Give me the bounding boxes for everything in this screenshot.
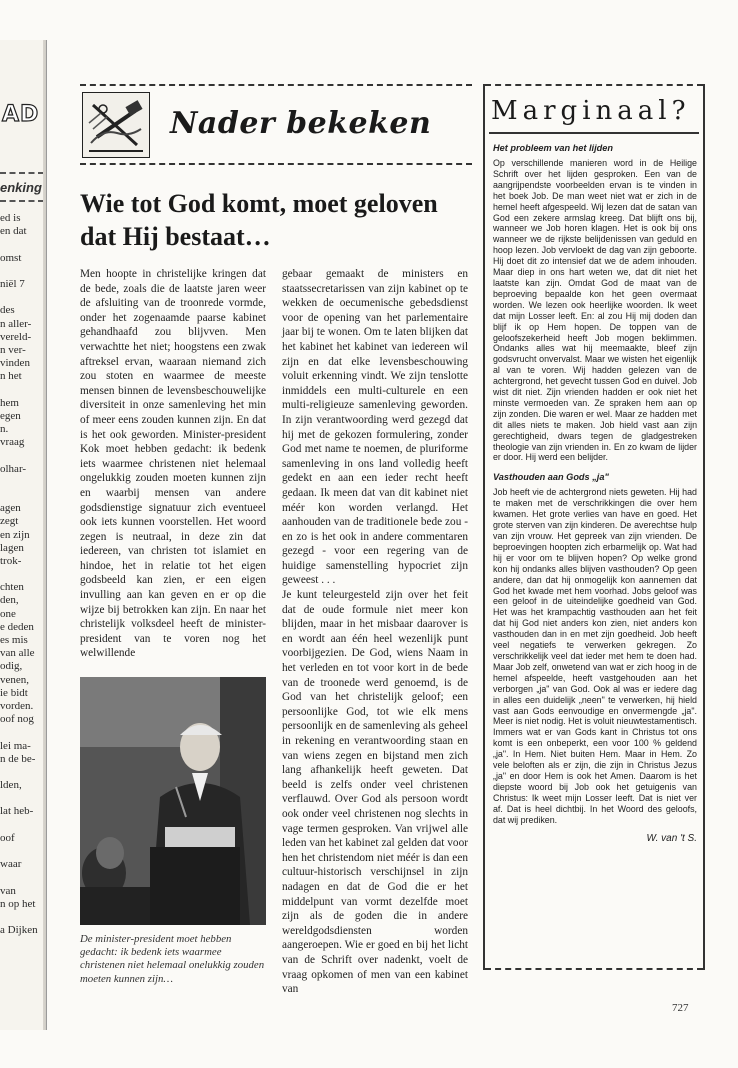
- sidebar-subheading: Vasthouden aan Gods „ja": [493, 472, 609, 483]
- previous-page-line: n de be-: [0, 752, 36, 765]
- previous-page-line: [0, 766, 44, 779]
- previous-page-line: oof nog: [0, 713, 34, 726]
- sidebar-bottom-rule: [485, 968, 703, 970]
- previous-page-line: en zijn: [0, 528, 30, 541]
- previous-page-line: [0, 383, 44, 396]
- previous-page-subtitle: enking: [0, 180, 42, 195]
- article-columns: [80, 267, 472, 996]
- previous-page-line: lei ma-: [0, 739, 31, 752]
- article-paragraph: Men hoopte in christelijke kringen dat de bede, zoals die de laatste jaren weer de afsluiting van de troonrede vormde, onder het zogenaamde paarse kabinet gehandhaafd zou blijvven. Men verwachtte het niet; hoogstens een zwak aftreksel ervan, waaraan niemand zich zou stoten en waarmee de meeste mensen binnen de levensbeschouwelijke diversiteit in onze samenleving het min of meer eens zouden kunnen zijn. En dat is het ook geworden. Minister-president Kok moet hebben gedacht: ik bedenk iets waarmee christenen niet helemaal ongelukkig zouden moeten kunnen zijn en waarbij mensen van andere godsdienstige signatuur zich eventueel ook iets kunnen voorstellen. Het woord zegen is neutraal, in deze zin dat iedereen, van christen tot islamiet en hindoe, het in relatie tot het eigen godsbeeld kan zien, er een eigen invulling aan kan geven en er op die wijze bij betrokken kan zijn. En naar het christelijk volksdeel heeft de minister-president van te voren nog het welwillende: [80, 268, 266, 660]
- previous-page-line: ie bidt: [0, 686, 28, 699]
- previous-page-line: odig,: [0, 660, 23, 673]
- previous-page-line: [0, 792, 44, 805]
- previous-page-line: oof: [0, 831, 15, 844]
- sidebar-marginaal: [483, 84, 705, 970]
- sidebar-divider: [489, 132, 699, 134]
- previous-page-line: venen,: [0, 673, 30, 686]
- previous-page-line: omst: [0, 251, 22, 264]
- previous-page-line: lagen: [0, 541, 24, 554]
- previous-page-line: one: [0, 607, 16, 620]
- previous-page-line: [0, 845, 44, 858]
- previous-page-line: chten: [0, 581, 24, 594]
- headline: Wie tot God komt, moet geloven dat Hij bestaat…: [80, 189, 438, 251]
- article-paragraph: Je kunt teleurgesteld zijn over het feit dat de oude formule niet meer kon blijden, maar in het misbaar daarover is en wordt aan één heel wezenlijk punt voorbijgezien. De God, wiens Naam in het verleden en tot voor kort in de bede van de troonede werd genoemd, is de God van het christelijk geloof; een persoonlijke God, tot wie elk mens persoonlijk en de samenleving als geheel in rekening en verantwoording staan en van wiens zegen en bijstand men zich lang afhankelijk heeft geweten. Dat beeld is zelfs onder veel christenen verflauwd. Over God als persoon wordt ook onder veel christenen nog slechts in vage termen gesproken. Van vrijwel alle leden van het kabinet zal gelden dat voor hen het christendom niet méér is dan een cultuur-historisch verschijnsel in zijn nadagen en dat de God die er het middelpunt van vormt dezelfde moet zijn als de goden die in andere wereldgodsdiensten worden aangeroepen. Wie er goed en bij het licht van de Schrift over nadenkt, voelt de vraag opkomen of men van een kabinet van: [282, 589, 468, 996]
- sidebar-body: [485, 143, 703, 844]
- sidebar-paragraph: Op verschillende manieren word in de Heilige Schrift over het lijden gesproken. Een van de aangrijpendste voorbeelden ervan is te vinden in het boek Job. De man weet niet wat er zich in de hemel heeft afgespeeld. Wij lezen dat de satan van God een zekere armslag kreeg. Dat blijft ons bij, wanneer we Job horen klagen. Het is ook bij ons wanneer we de rijkste belijdenissen van geduld en hoop lezen. Job vervloekt de dag van zijn geboorte. Hij doet dit zo intensief dat we de adem inhouden. Maar diep in ons hart weten we, dat dit niet het laatste kan zijn. Omdat God de maat van de beproeving bepaalde kon het geen overmaat worden. We lezen ook heerlijke woorden. Ik weet dat mijn Losser leeft. En: al zou Hij mij doden dan blijf ik op Hem hopen. De toppen van de geloofszekerheid heeft Job mogen beklimmen. Ondanks alles wat hij meemaakte, bleef zijn godsvrucht onvervalst. Maar we wisten het eigenlijk al van te voren. Wij hadden gelezen van de achtergrond, het gevecht tussen God en duivel. Job wist dit niet. Zijn vrienden hadden er ook niet het minste vermoeden van. Ze spraken hem aan op zijn zonden. Die waren er wel. Maar ze hadden met dit alles niets te maken. Job hield vast aan zijn gerechtigheid, dwars tegen de gladgestreken theologie van zijn vrienden in. En zo kwam de lijder er door. Hij werd een belijder.: [493, 158, 697, 463]
- column-header: [80, 86, 472, 163]
- sidebar-paragraph: Job heeft vie de achtergrond niets geweten. Hij had te maken met de verschrikkingen die over hem kwamen. Het grote verlies van have en goed. Het grote sterven van zijn kinderen. De averechtse hulp van zijn vrouw. Het gepreek van zijn vrienden. De beproevingen hoopten zich erbarmelijk op. Wat had hij er voor om te blijven hopen? Op welke grond kon hij ondanks alles blijven vasthouden? Op geen andere, dan dat hij onmogelijk kon aannemen dat God het kwade met hem voorhad. Jobs geloof was een geloof in de uiteindelijke goedheid van God. Het was het krampachtig vasthouden aan het feit dat hij God niet anders kon zien, niet anders kon vasthouden dan in en met zijn goedheid. Job heeft veel negatiefs te verwerken gekregen. Zo verschrikkelijk veel dat ieder met hem te doen had. Maar Job zelf, onwetend van wat er zich hoog in de hemel afspeelde, heeft vastgehouden aan het verborgen „ja" van God. Ook al was er iedere dag in alles een duidelijk „neen" te verwerken, hij hield vast aan Gods eenvoudige en onvermengde „ja". Meer is niet nodig. Het is voluit nieuwtestamentisch. Immers wat er van Gods kant in Christus tot ons komt is een onbeperkt, een voor 100 % geldend „ja". In Hem. Niet buiten Hem. Maar in Hem. Zo vele beloften als er zijn, die zijn in Christus Jezus „ja" en door Hem is ook het Amen. Daarom is het diepste woord bij Job ook het getuigenis van Christus: Ik weet mijn Losser leeft. Dat is niet ver af. Dat is heel dichtbij. In het Woord des geloofs, dat wij prediken.: [493, 487, 697, 825]
- previous-page-line: en dat: [0, 225, 27, 238]
- previous-page-line: ed is: [0, 212, 21, 224]
- previous-page-line: n aller-: [0, 317, 32, 330]
- previous-page-line: [0, 238, 44, 251]
- previous-page-line: waar: [0, 858, 22, 871]
- article-column-1: [80, 267, 266, 986]
- previous-page-line: [0, 911, 44, 924]
- previous-page-line: vinden: [0, 357, 30, 370]
- hammer-and-sickle-logo-icon: [83, 93, 149, 157]
- previous-page-line: hem: [0, 396, 19, 409]
- previous-page-line: n.: [0, 423, 9, 435]
- previous-page-line: [0, 489, 44, 502]
- previous-page-rule: [0, 172, 44, 174]
- previous-page-line: [0, 726, 44, 739]
- previous-page-line: des: [0, 304, 15, 317]
- previous-page-line: vorden.: [0, 699, 34, 712]
- previous-page-line: es mis: [0, 634, 28, 646]
- article-paragraph: gebaar gemaakt de ministers en staatssecretarissen van zijn kabinet op te wekken de oecumenische gebedsdienst voor de opening van het parlementaire jaar bij te wonen. Om te laten blijken dat het kabinet het kabinet van iedereen wil zijn en dat elke levensbeschouwing voluit erkenning vindt. We zijn tenslotte inmiddels een multi-culturele en een multi-religieuze samenleving geworden. In zijn verantwoording werd gezegd dat hij met de gekozen formulering, zonder God met name te noemen, de pluriforme samenleving in ons land volledig heeft gedekt en aan een ieder recht heeft gedaan. Ik meen dat van dit kabinet niet méér kon worden verlangd. Het aanhouden van de traditionele bede zou - en zo is het ook in andere commentaren gezegd - voor een regering van de huidige samenstelling hypocriet zijn geweest . . .: [282, 268, 468, 587]
- previous-page-line: a Dijken: [0, 924, 38, 937]
- previous-page-line: van alle: [0, 647, 35, 660]
- previous-page-logo: AD: [2, 102, 40, 127]
- previous-page-edge: [0, 40, 47, 1030]
- header-rule-bottom: [80, 163, 472, 165]
- previous-page-line: vereld-: [0, 330, 32, 343]
- previous-page-line: [0, 568, 44, 581]
- previous-page-line: vraag: [0, 436, 25, 449]
- previous-page-line: egen: [0, 409, 21, 422]
- previous-page-line: agen: [0, 502, 21, 515]
- previous-page-line: n het: [0, 370, 22, 383]
- sidebar-subheading: Het probleem van het lijden: [493, 143, 613, 153]
- previous-page-line: n op het: [0, 897, 36, 910]
- article-column-2: [282, 267, 468, 997]
- page-number: 727: [672, 1002, 689, 1014]
- previous-page-line: zegt: [0, 515, 19, 528]
- previous-page-text: [0, 212, 44, 937]
- speaker-at-lectern-photo-icon: [80, 677, 266, 925]
- previous-page-line: [0, 291, 44, 304]
- previous-page-line: van: [0, 884, 16, 897]
- previous-page-line: trok-: [0, 554, 22, 567]
- photo-caption: De minister-president moet hebben gedacht: ik bedenk iets waarmee christenen niet helemaal onelukkig zouden moeten kunnen zijn…: [80, 933, 265, 985]
- column-title: Nader bekeken: [170, 106, 432, 141]
- previous-page-line: [0, 265, 44, 278]
- sidebar-title: Marginaal?: [491, 96, 691, 126]
- article-photo: [80, 677, 266, 925]
- previous-page-line: [0, 449, 44, 462]
- previous-page-line: [0, 871, 44, 884]
- previous-page-line: n ver-: [0, 343, 26, 356]
- sidebar-top-rule: [485, 84, 703, 86]
- previous-page-line: [0, 476, 44, 489]
- previous-page-rule: [0, 200, 44, 202]
- previous-page-line: lat heb-: [0, 805, 34, 818]
- column-logo: [82, 92, 150, 158]
- author-signature: W. van 't S.: [646, 833, 697, 845]
- previous-page-line: e deden: [0, 620, 34, 633]
- previous-page-line: den,: [0, 594, 19, 607]
- article: [80, 84, 472, 996]
- previous-page-line: [0, 819, 44, 832]
- previous-page-line: niël 7: [0, 277, 25, 290]
- previous-page-line: lden,: [0, 779, 22, 792]
- previous-page-line: olhar-: [0, 462, 27, 475]
